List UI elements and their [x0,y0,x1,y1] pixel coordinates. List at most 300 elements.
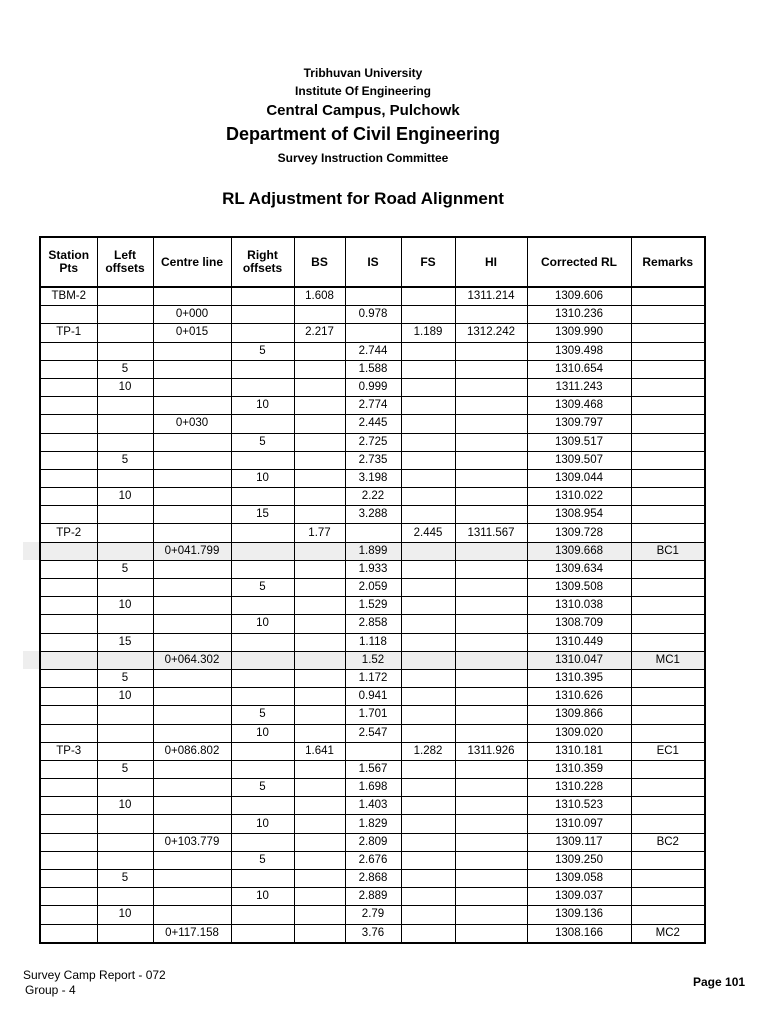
right-offset-cell [231,633,294,651]
fs-cell [401,469,455,487]
remarks-cell [631,815,705,833]
centre-line-cell [153,851,231,869]
bs-cell [294,560,345,578]
centre-line-cell: 0+041.799 [153,542,231,560]
bs-cell [294,851,345,869]
remarks-cell: BC2 [631,833,705,851]
is-cell: 2.735 [345,451,401,469]
remarks-cell [631,524,705,542]
hi-cell: 1311.567 [455,524,527,542]
bs-cell: 1.608 [294,287,345,306]
department-name: Department of Civil Engineering [225,124,501,144]
fs-cell [401,724,455,742]
hi-cell [455,560,527,578]
fs-cell [401,669,455,687]
remarks-cell: EC1 [631,742,705,760]
right-offset-cell: 10 [231,397,294,415]
right-offset-cell [231,560,294,578]
table-row [40,597,705,615]
remarks-cell [631,615,705,633]
hi-cell [455,815,527,833]
is-cell [345,324,401,342]
right-offset-cell [231,906,294,924]
fs-cell [401,542,455,560]
left-offset-cell [97,851,153,869]
table-row [40,779,705,797]
fs-cell [401,506,455,524]
station-cell [40,397,97,415]
fs-cell [401,579,455,597]
remarks-cell [631,378,705,396]
corrected-rl-cell: 1309.044 [527,469,631,487]
is-cell: 3.198 [345,469,401,487]
bs-cell: 2.217 [294,324,345,342]
hi-cell [455,779,527,797]
bs-cell [294,415,345,433]
bs-cell [294,669,345,687]
hi-cell [455,833,527,851]
centre-line-cell [153,579,231,597]
centre-line-cell [153,815,231,833]
bs-cell [294,542,345,560]
table-row [40,870,705,888]
corrected-rl-cell: 1310.359 [527,760,631,778]
fs-cell: 1.189 [401,324,455,342]
left-offset-cell: 5 [97,560,153,578]
row-shade-strip [23,651,39,669]
station-cell [40,415,97,433]
left-offset-cell [97,524,153,542]
left-offset-cell [97,651,153,669]
corrected-rl-cell: 1310.236 [527,306,631,324]
campus-name: Central Campus, Pulchowk [266,102,460,119]
is-cell: 2.79 [345,906,401,924]
institute-name: Institute Of Engineering [294,84,431,98]
bs-cell [294,924,345,943]
bs-cell [294,797,345,815]
hi-cell [455,342,527,360]
centre-line-cell: 0+064.302 [153,651,231,669]
right-offset-cell [231,451,294,469]
bs-cell [294,906,345,924]
group-label: Group - 4 [25,983,76,997]
table-row [40,906,705,924]
bs-cell [294,870,345,888]
hi-cell [455,888,527,906]
left-offset-cell [97,706,153,724]
hi-cell [455,706,527,724]
table-row [40,397,705,415]
left-offset-cell [97,815,153,833]
remarks-cell [631,760,705,778]
bs-cell [294,724,345,742]
hi-cell [455,306,527,324]
station-cell [40,724,97,742]
hi-cell [455,870,527,888]
is-cell: 1.52 [345,651,401,669]
table-row [40,524,705,542]
left-offset-cell: 5 [97,360,153,378]
right-offset-cell: 15 [231,506,294,524]
left-offset-cell: 5 [97,451,153,469]
centre-line-cell [153,488,231,506]
station-cell [40,851,97,869]
is-cell: 2.774 [345,397,401,415]
station-cell [40,760,97,778]
hi-cell [455,851,527,869]
remarks-cell [631,287,705,306]
station-cell: TP-2 [40,524,97,542]
table-row [40,797,705,815]
remarks-cell [631,415,705,433]
left-offset-cell: 10 [97,488,153,506]
is-cell: 0.999 [345,378,401,396]
centre-line-cell [153,451,231,469]
is-cell: 3.288 [345,506,401,524]
right-offset-cell [231,597,294,615]
hi-cell [455,597,527,615]
centre-line-cell [153,615,231,633]
hi-cell [455,797,527,815]
bs-cell [294,306,345,324]
left-offset-cell: 10 [97,378,153,396]
fs-cell [401,888,455,906]
is-cell: 1.933 [345,560,401,578]
centre-line-cell [153,724,231,742]
bs-cell [294,397,345,415]
left-offset-cell [97,579,153,597]
bs-cell [294,342,345,360]
corrected-rl-cell: 1311.243 [527,378,631,396]
table-row [40,651,705,669]
table-row [40,851,705,869]
table-row [40,579,705,597]
centre-line-cell [153,706,231,724]
column-header: Left offsets [97,237,153,287]
corrected-rl-cell: 1308.954 [527,506,631,524]
station-cell: TP-3 [40,742,97,760]
left-offset-cell [97,342,153,360]
bs-cell: 1.77 [294,524,345,542]
station-cell [40,506,97,524]
table-row [40,724,705,742]
fs-cell [401,906,455,924]
remarks-cell [631,506,705,524]
fs-cell [401,287,455,306]
remarks-cell [631,851,705,869]
right-offset-cell: 10 [231,815,294,833]
centre-line-cell: 0+103.779 [153,833,231,851]
corrected-rl-cell: 1310.047 [527,651,631,669]
fs-cell [401,706,455,724]
right-offset-cell: 5 [231,851,294,869]
fs-cell [401,651,455,669]
centre-line-cell [153,633,231,651]
table-row [40,451,705,469]
is-cell: 1.403 [345,797,401,815]
column-header: IS [345,237,401,287]
table-row [40,488,705,506]
hi-cell [455,724,527,742]
right-offset-cell [231,833,294,851]
table-row [40,815,705,833]
left-offset-cell: 10 [97,797,153,815]
right-offset-cell [231,415,294,433]
station-cell [40,669,97,687]
column-header: Remarks [631,237,705,287]
hi-cell [455,760,527,778]
right-offset-cell: 10 [231,469,294,487]
centre-line-cell [153,397,231,415]
centre-line-cell: 0+000 [153,306,231,324]
corrected-rl-cell: 1309.498 [527,342,631,360]
station-cell [40,615,97,633]
is-cell: 1.829 [345,815,401,833]
page-number: Page 101 [693,975,746,989]
right-offset-cell [231,924,294,943]
station-cell [40,888,97,906]
left-offset-cell: 10 [97,906,153,924]
station-cell [40,488,97,506]
table-row [40,324,705,342]
fs-cell [401,633,455,651]
station-cell [40,815,97,833]
bs-cell [294,451,345,469]
left-offset-cell [97,888,153,906]
table-row [40,706,705,724]
row-shade-strip [23,542,39,560]
table-row [40,924,705,943]
is-cell: 2.889 [345,888,401,906]
corrected-rl-cell: 1309.728 [527,524,631,542]
table-body [40,287,705,943]
table-row [40,433,705,451]
hi-cell: 1311.214 [455,287,527,306]
station-cell [40,560,97,578]
right-offset-cell: 5 [231,579,294,597]
station-cell [40,651,97,669]
station-cell [40,597,97,615]
remarks-cell [631,433,705,451]
bs-cell [294,651,345,669]
column-header: Corrected RL [527,237,631,287]
right-offset-cell [231,287,294,306]
fs-cell [401,415,455,433]
right-offset-cell: 5 [231,706,294,724]
corrected-rl-cell: 1309.468 [527,397,631,415]
hi-cell [455,397,527,415]
corrected-rl-cell: 1309.517 [527,433,631,451]
table-row [40,360,705,378]
remarks-cell [631,342,705,360]
is-cell: 1.899 [345,542,401,560]
remarks-cell [631,451,705,469]
right-offset-cell [231,669,294,687]
corrected-rl-cell: 1309.634 [527,560,631,578]
fs-cell [401,306,455,324]
table-row [40,342,705,360]
committee-name: Survey Instruction Committee [277,151,449,165]
bs-cell [294,469,345,487]
bs-cell [294,633,345,651]
is-cell: 2.059 [345,579,401,597]
university-name: Tribhuvan University [303,66,423,80]
hi-cell [455,433,527,451]
hi-cell: 1312.242 [455,324,527,342]
fs-cell: 2.445 [401,524,455,542]
fs-cell [401,688,455,706]
station-cell [40,306,97,324]
left-offset-cell: 5 [97,870,153,888]
column-header: FS [401,237,455,287]
centre-line-cell: 0+117.158 [153,924,231,943]
table-row [40,833,705,851]
fs-cell [401,815,455,833]
station-cell [40,542,97,560]
remarks-cell [631,324,705,342]
remarks-cell [631,906,705,924]
hi-cell [455,669,527,687]
table-row [40,287,705,306]
table-row [40,469,705,487]
hi-cell [455,579,527,597]
hi-cell [455,451,527,469]
centre-line-cell [153,669,231,687]
is-cell: 2.22 [345,488,401,506]
left-offset-cell [97,469,153,487]
station-cell [40,451,97,469]
left-offset-cell [97,306,153,324]
corrected-rl-cell: 1310.395 [527,669,631,687]
remarks-cell [631,706,705,724]
station-cell [40,797,97,815]
bs-cell [294,688,345,706]
hi-cell [455,415,527,433]
centre-line-cell [153,688,231,706]
right-offset-cell [231,651,294,669]
left-offset-cell: 10 [97,688,153,706]
station-cell [40,779,97,797]
is-cell: 2.858 [345,615,401,633]
centre-line-cell [153,597,231,615]
remarks-cell [631,397,705,415]
left-offset-cell [97,433,153,451]
corrected-rl-cell: 1310.022 [527,488,631,506]
corrected-rl-cell: 1308.166 [527,924,631,943]
page-title: RL Adjustment for Road Alignment [222,189,504,208]
centre-line-cell [153,779,231,797]
left-offset-cell [97,742,153,760]
bs-cell [294,488,345,506]
is-cell [345,524,401,542]
left-offset-cell [97,724,153,742]
corrected-rl-cell: 1309.606 [527,287,631,306]
right-offset-cell: 5 [231,433,294,451]
station-cell [40,706,97,724]
fs-cell [401,433,455,451]
corrected-rl-cell: 1309.250 [527,851,631,869]
remarks-cell [631,633,705,651]
centre-line-cell [153,378,231,396]
remarks-cell [631,669,705,687]
station-cell [40,633,97,651]
hi-cell [455,688,527,706]
corrected-rl-cell: 1309.990 [527,324,631,342]
remarks-cell [631,306,705,324]
fs-cell [401,870,455,888]
corrected-rl-cell: 1309.117 [527,833,631,851]
corrected-rl-cell: 1310.654 [527,360,631,378]
table-row [40,542,705,560]
station-cell [40,469,97,487]
table-header-row [40,237,705,287]
right-offset-cell [231,524,294,542]
hi-cell [455,924,527,943]
hi-cell [455,633,527,651]
corrected-rl-cell: 1309.507 [527,451,631,469]
fs-cell [401,378,455,396]
remarks-cell [631,688,705,706]
right-offset-cell [231,797,294,815]
column-header: Station Pts [40,237,97,287]
corrected-rl-cell: 1310.523 [527,797,631,815]
remarks-cell [631,469,705,487]
is-cell: 1.701 [345,706,401,724]
corrected-rl-cell: 1309.058 [527,870,631,888]
bs-cell [294,579,345,597]
hi-cell [455,469,527,487]
left-offset-cell [97,415,153,433]
is-cell: 1.529 [345,597,401,615]
corrected-rl-cell: 1310.626 [527,688,631,706]
corrected-rl-cell: 1309.866 [527,706,631,724]
station-cell [40,870,97,888]
centre-line-cell [153,433,231,451]
fs-cell [401,597,455,615]
is-cell: 2.445 [345,415,401,433]
bs-cell [294,597,345,615]
table-row [40,888,705,906]
centre-line-cell [153,888,231,906]
column-header: Right offsets [231,237,294,287]
centre-line-cell [153,342,231,360]
right-offset-cell [231,378,294,396]
remarks-cell [631,724,705,742]
bs-cell [294,760,345,778]
corrected-rl-cell: 1310.097 [527,815,631,833]
fs-cell [401,488,455,506]
hi-cell [455,378,527,396]
left-offset-cell: 10 [97,597,153,615]
bs-cell [294,360,345,378]
station-cell [40,833,97,851]
left-offset-cell [97,506,153,524]
corrected-rl-cell: 1310.038 [527,597,631,615]
hi-cell [455,906,527,924]
hi-cell [455,542,527,560]
is-cell: 2.676 [345,851,401,869]
corrected-rl-cell: 1309.037 [527,888,631,906]
centre-line-cell [153,469,231,487]
left-offset-cell [97,542,153,560]
right-offset-cell: 10 [231,724,294,742]
column-header: HI [455,237,527,287]
is-cell: 0.941 [345,688,401,706]
report-name: Survey Camp Report - 072 [23,968,166,982]
remarks-cell [631,488,705,506]
bs-cell [294,433,345,451]
bs-cell [294,378,345,396]
